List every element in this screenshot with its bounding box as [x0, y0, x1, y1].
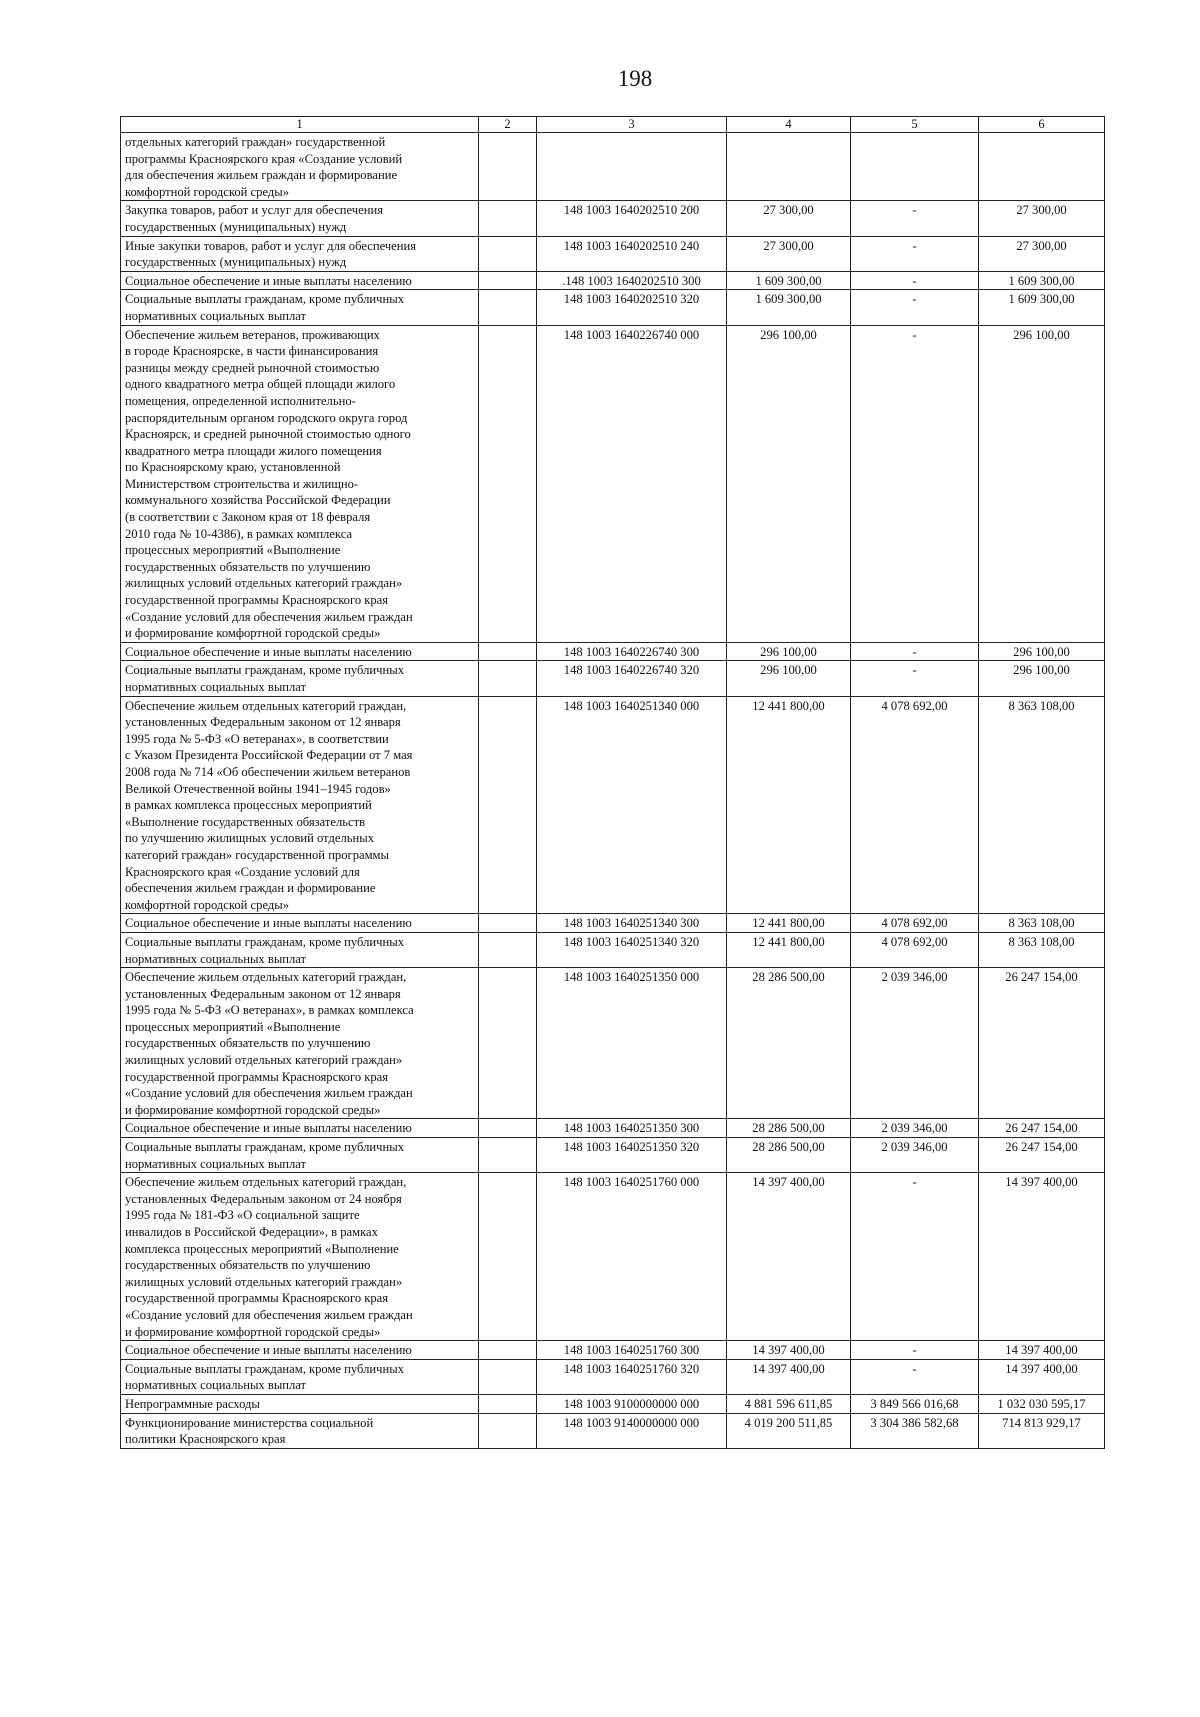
row-budget-code: 148 1003 1640251350 300 [537, 1119, 727, 1138]
row-budget-code: 148 1003 1640226740 320 [537, 661, 727, 696]
table-row [121, 133, 1105, 201]
row-value-col-5: 2 039 346,00 [851, 1119, 979, 1138]
row-value-col-4: 296 100,00 [727, 642, 851, 661]
row-value-col-5: - [851, 201, 979, 236]
row-description: Обеспечение жильем отдельных категорий граждан, установленных Федеральным законом от 24 ноября 1995 года № 181-ФЗ «О социальной защите инвалидов в Российской Федерации», в рамках комплекса процессных мероприятий «Выполнение государственных обязательств по улучшению жилищных условий отдельных категорий граждан» государственной программы Красноярского края «Создание условий для обеспечения жильем граждан и формирование комфортной городской среды» [121, 1173, 479, 1341]
row-value-col-6: 26 247 154,00 [979, 968, 1105, 1119]
row-value-col-6: 14 397 400,00 [979, 1341, 1105, 1360]
table-row [121, 325, 1105, 642]
row-description: Социальное обеспечение и иные выплаты населению [121, 271, 479, 290]
table-row [121, 932, 1105, 967]
row-description: Иные закупки товаров, работ и услуг для обеспечения государственных (муниципальных) нужд [121, 236, 479, 271]
row-value-col-5: - [851, 271, 979, 290]
row-value-col-5: 2 039 346,00 [851, 968, 979, 1119]
row-budget-code: 148 1003 1640226740 300 [537, 642, 727, 661]
table-row [121, 236, 1105, 271]
row-value-col-6: 296 100,00 [979, 325, 1105, 642]
row-empty-cell [479, 1394, 537, 1413]
row-value-col-5: 4 078 692,00 [851, 932, 979, 967]
row-value-col-4: 14 397 400,00 [727, 1341, 851, 1360]
row-budget-code: 148 1003 1640226740 000 [537, 325, 727, 642]
row-empty-cell [479, 325, 537, 642]
row-value-col-4: 4 881 596 611,85 [727, 1394, 851, 1413]
row-value-col-4 [727, 133, 851, 201]
page-number: 198 [617, 66, 653, 91]
row-budget-code: 148 1003 1640251350 320 [537, 1138, 727, 1173]
row-value-col-5: 3 304 386 582,68 [851, 1413, 979, 1448]
row-value-col-5: - [851, 236, 979, 271]
row-value-col-4: 14 397 400,00 [727, 1359, 851, 1394]
row-value-col-5: - [851, 325, 979, 642]
row-value-col-5: - [851, 290, 979, 325]
table-row [121, 696, 1105, 914]
row-value-col-5: 4 078 692,00 [851, 696, 979, 914]
row-budget-code: 148 1003 1640251340 320 [537, 932, 727, 967]
table-row [121, 1341, 1105, 1360]
table-row [121, 1119, 1105, 1138]
table-row [121, 642, 1105, 661]
row-value-col-6 [979, 133, 1105, 201]
table-row [121, 201, 1105, 236]
row-budget-code: 148 1003 1640251340 000 [537, 696, 727, 914]
table-row [121, 271, 1105, 290]
row-value-col-6: 8 363 108,00 [979, 914, 1105, 933]
row-budget-code: .148 1003 1640202510 300 [537, 271, 727, 290]
header-row [121, 117, 1105, 133]
row-value-col-4: 296 100,00 [727, 325, 851, 642]
row-value-col-4: 12 441 800,00 [727, 914, 851, 933]
row-value-col-4: 12 441 800,00 [727, 932, 851, 967]
table-row [121, 1394, 1105, 1413]
table-row [121, 1413, 1105, 1448]
row-budget-code: 148 1003 1640202510 240 [537, 236, 727, 271]
row-description: Социальные выплаты гражданам, кроме публичных нормативных социальных выплат [121, 290, 479, 325]
row-value-col-6: 1 609 300,00 [979, 271, 1105, 290]
row-description: Социальное обеспечение и иные выплаты населению [121, 914, 479, 933]
row-description: Социальные выплаты гражданам, кроме публичных нормативных социальных выплат [121, 932, 479, 967]
row-empty-cell [479, 661, 537, 696]
table-row [121, 661, 1105, 696]
row-budget-code: 148 1003 1640251760 000 [537, 1173, 727, 1341]
row-budget-code: 148 1003 1640251340 300 [537, 914, 727, 933]
row-description: Социальное обеспечение и иные выплаты населению [121, 1341, 479, 1360]
row-description: Обеспечение жильем отдельных категорий граждан, установленных Федеральным законом от 12 января 1995 года № 5-ФЗ «О ветеранах», в рамках комплекса процессных мероприятий «Выполнение государственных обязательств по улучшению жилищных условий отдельных категорий граждан» государственной программы Красноярского края «Создание условий для обеспечения жильем граждан и формирование комфортной городской среды» [121, 968, 479, 1119]
row-value-col-6: 1 032 030 595,17 [979, 1394, 1105, 1413]
row-value-col-5: - [851, 1359, 979, 1394]
row-empty-cell [479, 1341, 537, 1360]
row-value-col-6: 27 300,00 [979, 236, 1105, 271]
row-description: Обеспечение жильем отдельных категорий граждан, установленных Федеральным законом от 12 января 1995 года № 5-ФЗ «О ветеранах», в соответствии с Указом Президента Российской Федерации от 7 мая 2008 года № 714 «Об обеспечении жильем ветеранов Великой Отечественной войны 1941–1945 годов» в рамках комплекса процессных мероприятий «Выполнение государственных обязательств по улучшению жилищных условий отдельных категорий граждан» государственной программы Красноярского края «Создание условий для обеспечения жильем граждан и формирование комфортной городской среды» [121, 696, 479, 914]
header-col-4: 4 [727, 117, 851, 133]
row-value-col-6: 714 813 929,17 [979, 1413, 1105, 1448]
row-value-col-5: - [851, 1341, 979, 1360]
row-value-col-4: 12 441 800,00 [727, 696, 851, 914]
header-col-3: 3 [537, 117, 727, 133]
header-col-1: 1 [121, 117, 479, 133]
row-value-col-6: 296 100,00 [979, 661, 1105, 696]
row-description: отдельных категорий граждан» государственной программы Красноярского края «Создание условий для обеспечения жильем граждан и формирование комфортной городской среды» [121, 133, 479, 201]
row-value-col-5: 4 078 692,00 [851, 914, 979, 933]
table-row [121, 914, 1105, 933]
row-value-col-5: - [851, 642, 979, 661]
row-budget-code: 148 1003 9100000000 000 [537, 1394, 727, 1413]
row-description: Социальные выплаты гражданам, кроме публичных нормативных социальных выплат [121, 1359, 479, 1394]
row-empty-cell [479, 1173, 537, 1341]
table-row [121, 968, 1105, 1119]
row-description: Социальное обеспечение и иные выплаты населению [121, 1119, 479, 1138]
row-budget-code: 148 1003 1640251760 300 [537, 1341, 727, 1360]
row-value-col-4: 28 286 500,00 [727, 1138, 851, 1173]
table-row [121, 1138, 1105, 1173]
row-description: Обеспечение жильем ветеранов, проживающих в городе Красноярске, в части финансирования разницы между средней рыночной стоимостью одного квадратного метра общей площади жилого помещения, определенной исполнительно- распорядительным органом городского округа город Красноярск, и средней рыночной стоимостью одного квадратного метра площади жилого помещения по Красноярскому краю, установленной Министерством строительства и жилищно- коммунального хозяйства Российской Федерации (в соответствии с Законом края от 18 февраля 2010 года № 10-4386), в рамках комплекса процессных мероприятий «Выполнение государственных обязательств по улучшению жилищных условий отдельных категорий граждан» государственной программы Красноярского края «Создание условий для обеспечения жильем граждан и формирование комфортной городской среды» [121, 325, 479, 642]
row-value-col-4: 1 609 300,00 [727, 271, 851, 290]
row-empty-cell [479, 236, 537, 271]
row-budget-code: 148 1003 1640251760 320 [537, 1359, 727, 1394]
table-row [121, 1173, 1105, 1341]
row-description: Социальные выплаты гражданам, кроме публичных нормативных социальных выплат [121, 1138, 479, 1173]
row-value-col-6: 26 247 154,00 [979, 1119, 1105, 1138]
row-empty-cell [479, 932, 537, 967]
row-empty-cell [479, 968, 537, 1119]
row-empty-cell [479, 1119, 537, 1138]
row-empty-cell [479, 1359, 537, 1394]
row-value-col-6: 8 363 108,00 [979, 696, 1105, 914]
row-empty-cell [479, 1138, 537, 1173]
row-budget-code: 148 1003 1640202510 200 [537, 201, 727, 236]
row-value-col-4: 28 286 500,00 [727, 1119, 851, 1138]
row-value-col-6: 8 363 108,00 [979, 932, 1105, 967]
row-empty-cell [479, 290, 537, 325]
row-value-col-5: - [851, 661, 979, 696]
budget-table-container [120, 116, 1104, 1449]
row-value-col-6: 1 609 300,00 [979, 290, 1105, 325]
row-empty-cell [479, 696, 537, 914]
row-description: Социальные выплаты гражданам, кроме публичных нормативных социальных выплат [121, 661, 479, 696]
row-value-col-4: 14 397 400,00 [727, 1173, 851, 1341]
row-description: Закупка товаров, работ и услуг для обеспечения государственных (муниципальных) нужд [121, 201, 479, 236]
header-col-2: 2 [479, 117, 537, 133]
row-empty-cell [479, 642, 537, 661]
row-value-col-4: 1 609 300,00 [727, 290, 851, 325]
row-budget-code: 148 1003 1640251350 000 [537, 968, 727, 1119]
table-row [121, 1359, 1105, 1394]
row-value-col-4: 296 100,00 [727, 661, 851, 696]
table-row [121, 290, 1105, 325]
row-value-col-6: 14 397 400,00 [979, 1173, 1105, 1341]
row-description: Функционирование министерства социальной политики Красноярского края [121, 1413, 479, 1448]
header-col-6: 6 [979, 117, 1105, 133]
row-budget-code: 148 1003 9140000000 000 [537, 1413, 727, 1448]
row-value-col-6: 296 100,00 [979, 642, 1105, 661]
row-value-col-5: 2 039 346,00 [851, 1138, 979, 1173]
row-value-col-5: - [851, 1173, 979, 1341]
header-col-5: 5 [851, 117, 979, 133]
row-value-col-4: 4 019 200 511,85 [727, 1413, 851, 1448]
row-empty-cell [479, 1413, 537, 1448]
row-empty-cell [479, 133, 537, 201]
row-value-col-6: 14 397 400,00 [979, 1359, 1105, 1394]
row-value-col-4: 27 300,00 [727, 201, 851, 236]
row-value-col-4: 28 286 500,00 [727, 968, 851, 1119]
row-budget-code: 148 1003 1640202510 320 [537, 290, 727, 325]
row-budget-code [537, 133, 727, 201]
row-empty-cell [479, 914, 537, 933]
budget-table [120, 116, 1105, 1449]
row-empty-cell [479, 271, 537, 290]
row-description: Социальное обеспечение и иные выплаты населению [121, 642, 479, 661]
row-value-col-4: 27 300,00 [727, 236, 851, 271]
row-value-col-5: 3 849 566 016,68 [851, 1394, 979, 1413]
row-empty-cell [479, 201, 537, 236]
row-value-col-5 [851, 133, 979, 201]
row-value-col-6: 27 300,00 [979, 201, 1105, 236]
row-description: Непрограммные расходы [121, 1394, 479, 1413]
row-value-col-6: 26 247 154,00 [979, 1138, 1105, 1173]
